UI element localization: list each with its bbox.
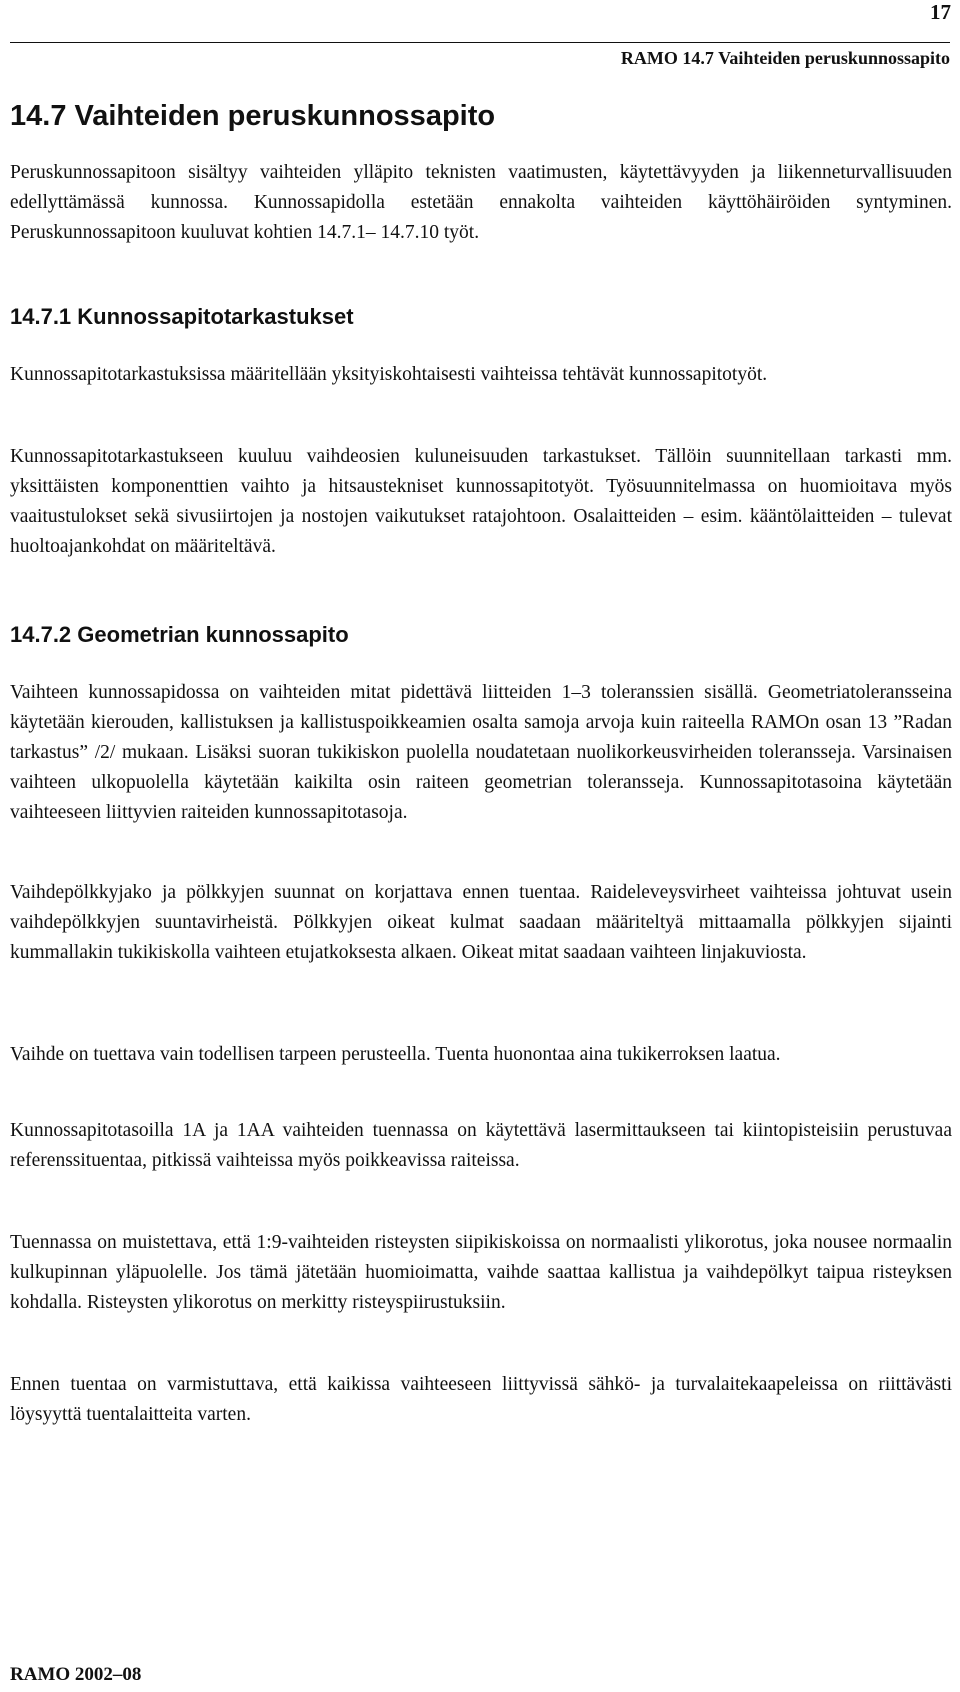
paragraph: Kunnossapitotarkastukseen kuuluu vaihdeosien kuluneisuuden tarkastukset. Tällöin suunnitellaan tarkasti mm. yksittäisten komponenttien vaihto ja hitsaustekniset kunnossapitotyöt. Työsuunnitelmassa on huomioitava myös vaaitustulokset sekä sivusiirtojen ja nostojen vaikutukset ratajohtoon. Osalaitteiden – esim. kääntölaitteiden – tulevat huoltoajankohdat on määriteltävä. [10, 446, 952, 557]
paragraph: Vaihdepölkkyjako ja pölkkyjen suunnat on korjattava ennen tuentaa. Raideleveysvirheet vaihteissa johtuvat usein vaihdepölkkyjen suuntavirheistä. Pölkkyjen oikeat kulmat saadaan määriteltyä mittaamalla pölkkyjen sijainti kummallakin tukikiskolla vaihteen etujatkoksesta alkaen. Oikeat mitat saadaan vaihteen linjakuviosta. [10, 882, 952, 963]
paragraph: Tuennassa on muistettava, että 1:9-vaihteiden risteysten siipikiskoissa on normaalisti ylikorotus, joka nousee normaalin kulkupinnan yläpuolelle. Jos tämä jätetään huomioimatta, vaihde saattaa kallistua ja vaihdepölkyt taipua risteyksen kohdalla. Risteysten ylikorotus on merkitty risteyspiirustuksiin. [10, 1232, 952, 1313]
paragraph: Kunnossapitotasoilla 1A ja 1AA vaihteiden tuennassa on käytettävä lasermittaukseen tai kiintopisteisiin perustuvaa referenssituentaa, pitkissä vaihteissa myös poikkeavissa raiteissa. [10, 1120, 952, 1171]
paragraph: Kunnossapitotarkastuksissa määritellään yksityiskohtaisesti vaihteissa tehtävät kunnossapitotyöt. [10, 364, 768, 385]
paragraph: Vaihteen kunnossapidossa on vaihteiden mitat pidettävä liitteiden 1–3 toleranssien sisällä. Geometriatoleransseina käytetään kierouden, kallistuksen ja kallistuspoikkeamien osalta samoja arvoja kuin raiteella RAMOn osan 13 ”Radan tarkastus” /2/ mukaan. Lisäksi suoran tukikiskon puolella noudatetaan nuolikorkeusvirheiden toleransseja. Varsinaisen vaihteen ulkopuolella käytetään kaikilta osin raiteen geometrian toleransseja. Kunnossapitotasoina käytetään vaihteeseen liittyvien raiteiden kunnossapitotasoja. [10, 682, 952, 823]
section-heading-geometry: 14.7.2 Geometrian kunnossapito [10, 622, 349, 647]
page-title: 14.7 Vaihteiden peruskunnossapito [10, 100, 496, 132]
section-heading-inspections: 14.7.1 Kunnossapitotarkastukset [10, 304, 354, 329]
running-header: RAMO 14.7 Vaihteiden peruskunnossapito [10, 42, 950, 69]
footer-label: RAMO 2002–08 [10, 1664, 142, 1685]
intro-paragraph: Peruskunnossapitoon sisältyy vaihteiden ylläpito teknisten vaatimusten, käytettävyyden ja liikenneturvallisuuden edellyttämässä kunnossa. Kunnossapidolla estetään ennakolta vaihteiden käyttöhäiröiden syntyminen. Peruskunnossapitoon kuuluvat kohtien 14.7.1– 14.7.10 työt. [10, 162, 952, 243]
paragraph: Vaihde on tuettava vain todellisen tarpeen perusteella. Tuenta huonontaa aina tukikerroksen laatua. [10, 1044, 781, 1065]
page-number: 17 [930, 0, 951, 24]
paragraph: Ennen tuentaa on varmistuttava, että kaikissa vaihteeseen liittyvissä sähkö- ja turvalaitekaapeleissa on riittävästi löysyyttä tuentalaitteita varten. [10, 1374, 952, 1425]
